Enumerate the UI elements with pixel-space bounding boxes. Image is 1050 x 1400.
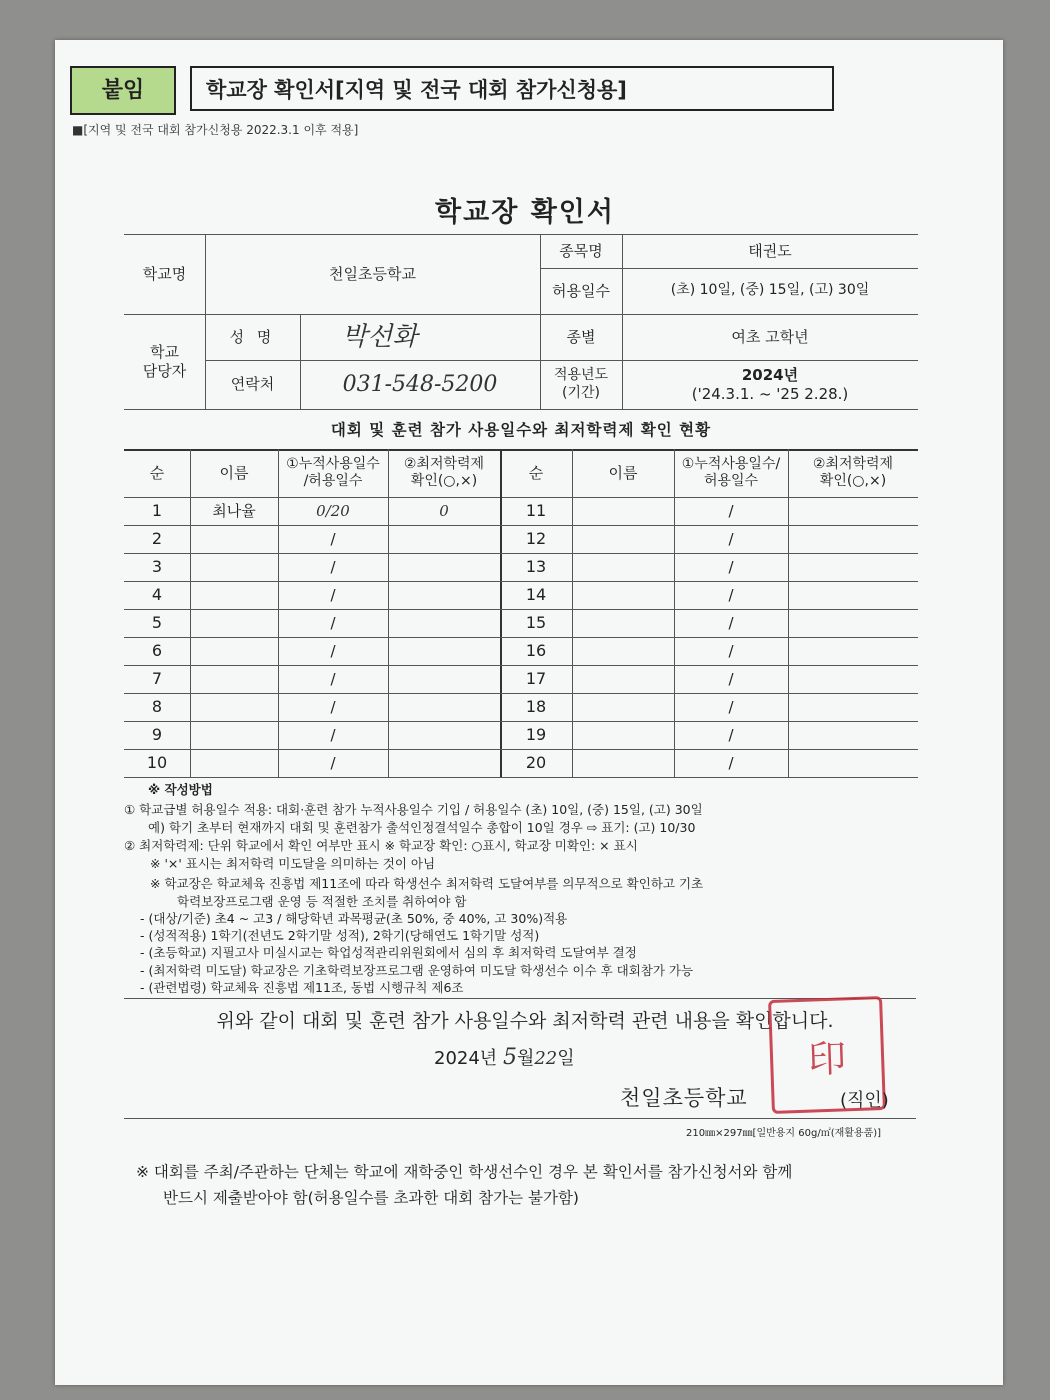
cell-name — [190, 581, 278, 609]
cell-name — [572, 609, 674, 637]
cell-days: / — [330, 753, 336, 772]
cell-no: 16 — [525, 641, 547, 660]
cell-no: 4 — [151, 585, 163, 604]
cell-no: 18 — [525, 697, 547, 716]
cell-days: / — [330, 697, 336, 716]
year-value-cell — [622, 360, 918, 409]
cell-check — [388, 665, 500, 693]
col-header-days: ①누적사용일수 /허용일수 — [286, 455, 380, 489]
cell-name — [190, 693, 278, 721]
instruction-line: ① 학교급별 허용일수 적용: 대회·훈련 참가 누적사용일수 기입 / 허용일수 (초) 10일, (중) 15일, (고) 30일 — [124, 802, 703, 817]
cell-days: / — [728, 725, 734, 744]
cell-no: 14 — [525, 585, 547, 604]
cell-days: / — [728, 529, 734, 548]
col-header-no: 순 — [149, 463, 165, 482]
cell-days: / — [330, 557, 336, 576]
cell-check — [788, 497, 918, 525]
footer-line-2: 반드시 제출받아야 함(허용일수를 초과한 대회 참가는 불가함) — [163, 1189, 579, 1207]
instruction-line: 학력보장프로그램 운영 등 적절한 조치를 취하여야 함 — [177, 894, 467, 909]
cell-no: 10 — [146, 753, 168, 772]
cell-check — [388, 553, 500, 581]
col-header-no-right: 순 — [528, 463, 544, 482]
footer-line-1: ※ 대회를 주최/주관하는 단체는 학교에 재학중인 학생선수인 경우 본 확인서를 참가신청서와 함께 — [136, 1163, 793, 1181]
instruction-line: ※ 학교장은 학교체육 진흥법 제11조에 따라 학생선수 최저학력 도달여부를 의무적으로 확인하고 기초 — [150, 876, 704, 891]
col-header-name-right: 이름 — [608, 463, 638, 482]
col-header-check-right: ②최저학력제 확인(○,×) — [812, 455, 894, 489]
school-name-label: 학교명 — [142, 264, 187, 283]
instruction-line: - (최저학력 미도달) 학교장은 기초학력보장프로그램 운영하여 미도달 학생선수 이수 후 대회참가 가능 — [140, 963, 694, 978]
cell-check — [388, 581, 500, 609]
attachment-tag: 붙임 — [70, 66, 176, 115]
cell-name: 최나율 — [212, 501, 256, 520]
confirmation-date — [434, 1044, 575, 1070]
cell-name — [572, 749, 674, 777]
cell-name — [190, 721, 278, 749]
manager-label: 학교 담당자 — [142, 342, 187, 380]
instruction-line: ※ '×' 표시는 최저학력 미도달을 의미하는 것이 아님 — [150, 856, 436, 871]
manager-name-value: 박선화 — [342, 321, 418, 352]
event-value: 태권도 — [748, 241, 792, 260]
category-label: 종별 — [566, 327, 596, 346]
cell-days: / — [330, 641, 336, 660]
instruction-line: - (초등학교) 지필고사 미실시교는 학업성적관리위원회에서 심의 후 최저학력 도달여부 결정 — [140, 945, 637, 960]
cell-no: 6 — [151, 641, 163, 660]
category-value: 여초 고학년 — [731, 327, 809, 346]
cell-check — [388, 525, 500, 553]
cell-name — [190, 553, 278, 581]
cell-days: / — [728, 641, 734, 660]
cell-name — [572, 525, 674, 553]
form-heading-box: 학교장 확인서[지역 및 전국 대회 참가신청용] — [190, 66, 834, 111]
cell-no: 3 — [151, 557, 163, 576]
cell-check — [788, 553, 918, 581]
year-label: 적용년도 (기간) — [553, 367, 609, 401]
cell-check — [388, 693, 500, 721]
cell-days: / — [728, 697, 734, 716]
seal-label: (직인) — [840, 1090, 889, 1111]
manager-name-label: 성 명 — [229, 327, 276, 346]
allowed-days-value: (초) 10일, (중) 15일, (고) 30일 — [670, 282, 870, 299]
instruction-line: ※ 작성방법 — [148, 782, 213, 797]
cell-no: 20 — [525, 753, 547, 772]
date-day-unit: 일 — [557, 1048, 575, 1069]
instruction-line: ② 최저학력제: 단위 학교에서 확인 여부만 표시 ※ 학교장 확인: ○표시, 학교장 미확인: × 표시 — [124, 838, 638, 853]
cell-check: 0 — [439, 501, 449, 520]
cell-no: 2 — [151, 529, 163, 548]
cell-days: / — [728, 753, 734, 772]
instruction-line: - (성적적용) 1학기(전년도 2학기말 성적), 2학기(당해연도 1학기말 성적) — [140, 928, 540, 943]
cell-no: 9 — [151, 725, 163, 744]
cell-check — [388, 721, 500, 749]
cell-days: / — [330, 613, 336, 632]
cell-check — [788, 665, 918, 693]
cell-name — [190, 637, 278, 665]
cell-no: 13 — [525, 557, 547, 576]
year-period: ('24.3.1. ~ '25 2.28.) — [691, 384, 849, 403]
school-name-value: 천일초등학교 — [329, 264, 416, 283]
cell-check — [788, 581, 918, 609]
cell-check — [788, 749, 918, 777]
cell-name — [572, 581, 674, 609]
col-header-days-right: ①누적사용일수/ 허용일수 — [681, 455, 781, 489]
cell-days: / — [728, 613, 734, 632]
cell-name — [572, 637, 674, 665]
date-month-unit: 월 — [516, 1048, 535, 1069]
cell-no: 19 — [525, 725, 547, 744]
cell-name — [572, 553, 674, 581]
cell-check — [788, 693, 918, 721]
cell-check — [788, 609, 918, 637]
cell-name — [190, 609, 278, 637]
cell-days: / — [728, 501, 734, 520]
cell-days: / — [728, 557, 734, 576]
cell-days: / — [728, 585, 734, 604]
cell-no: 12 — [525, 529, 547, 548]
cell-check — [788, 721, 918, 749]
cell-name — [572, 497, 674, 525]
cell-name — [572, 693, 674, 721]
cell-name — [190, 525, 278, 553]
cell-check — [388, 637, 500, 665]
instruction-line: - (관련법령) 학교체육 진흥법 제11조, 동법 시행규칙 제6조 — [140, 980, 464, 995]
table-row — [124, 777, 918, 778]
cell-name — [190, 749, 278, 777]
cell-name — [190, 665, 278, 693]
contact-value: 031-548-5200 — [342, 371, 498, 397]
cell-check — [388, 609, 500, 637]
seal-mark: 印 — [807, 1035, 847, 1082]
cell-check — [788, 637, 918, 665]
cell-name — [572, 721, 674, 749]
form-subtitle: ■[지역 및 전국 대회 참가신청용 2022.3.1 이후 적용] — [72, 123, 359, 137]
cell-days: / — [330, 585, 336, 604]
cell-no: 17 — [525, 669, 547, 688]
paper-spec: 210㎜×297㎜[일반용지 60g/㎡(재활용품)] — [686, 1128, 882, 1139]
cell-check — [788, 525, 918, 553]
year-value: 2024년 — [741, 365, 799, 384]
cell-days: 0/20 — [316, 501, 350, 520]
confirmation-statement: 위와 같이 대회 및 훈련 참가 사용일수와 최저학력 관련 내용을 확인합니다. — [216, 1010, 834, 1032]
contact-label: 연락처 — [230, 375, 275, 394]
cell-no: 1 — [151, 501, 163, 520]
cell-days: / — [330, 725, 336, 744]
cell-no: 8 — [151, 697, 163, 716]
table-caption: 대회 및 훈련 참가 사용일수와 최저학력제 확인 현황 — [330, 421, 712, 439]
instruction-line: - (대상/기준) 초4 ~ 고3 / 해당학년 과목평균(초 50%, 중 40%, 고 30%)적용 — [140, 911, 568, 926]
cell-name — [572, 665, 674, 693]
event-label: 종목명 — [559, 241, 603, 260]
col-header-check: ②최저학력제 확인(○,×) — [403, 455, 485, 489]
date-month: 5 — [502, 1045, 517, 1070]
cell-no: 5 — [151, 613, 163, 632]
cell-no: 15 — [525, 613, 547, 632]
allowed-days-label: 허용일수 — [552, 281, 610, 300]
cell-check — [388, 749, 500, 777]
cell-no: 7 — [151, 669, 163, 688]
date-year: 2024년 — [434, 1048, 498, 1069]
main-title: 학교장 확인서 — [435, 197, 615, 228]
date-day: 22 — [534, 1048, 558, 1069]
cell-no: 11 — [525, 501, 547, 520]
cell-days: / — [728, 669, 734, 688]
cell-days: / — [330, 529, 336, 548]
signing-school: 천일초등학교 — [620, 1086, 748, 1110]
col-header-name: 이름 — [219, 463, 249, 482]
cell-days: / — [330, 669, 336, 688]
instruction-line: 예) 학기 초부터 현재까지 대회 및 훈련참가 출석인정결석일수 총합이 10일 경우 ⇨ 표기: (고) 10/30 — [148, 820, 696, 835]
